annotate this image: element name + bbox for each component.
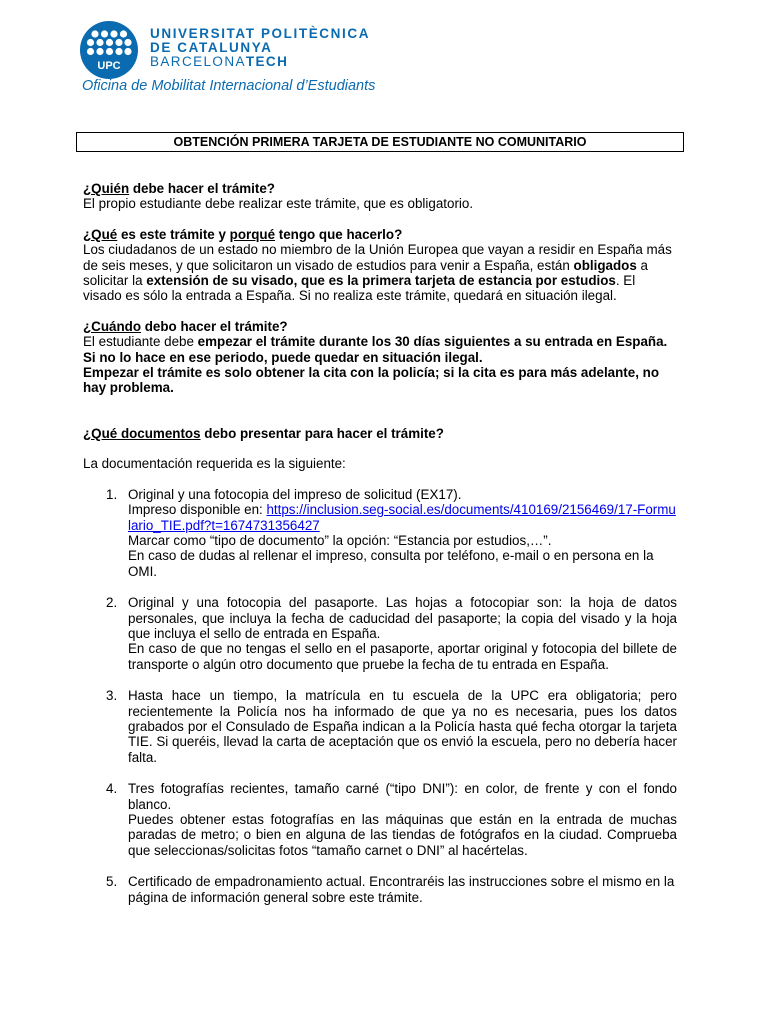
logo-text: UPC — [97, 60, 121, 72]
list-item: 5. Certificado de empadronamiento actual. Encontraréis las instrucciones sobre el mismo en la página de información general sobre este trámite. — [106, 874, 675, 905]
list-item: 1. Original y una fotocopia del impreso de solicitud (EX17). Impreso disponible en: https://inclusion.seg-social.es/documents/410169/2156469/17-Formulario_TIE.pdf?t=1674731356427 Marcar como “tipo de documento” la opción: “Estancia por estudios,…”. En caso de dudas al rellenar el impreso, consulta por teléfono, e-mail o en persona en la OMI. — [106, 486, 676, 579]
office-name: Oficina de Mobilitat Internacional d’Estudiants — [82, 78, 376, 94]
answer-when-note: Empezar el trámite es solo obtener la cita con la policía; si la cita es para más adelante, no hay problema. — [83, 365, 660, 396]
document-title: OBTENCIÓN PRIMERA TARJETA DE ESTUDIANTE NO COMUNITARIO — [76, 132, 684, 152]
list-item: 2. Original y una fotocopia del pasaporte. Las hojas a fotocopiar son: la hoja de datos personales, que incluya la fecha de caducidad del pasaporte; la copia del visado y la hoja que incluya el sello de entrada en España. En caso de que no tengas el sello en el pasaporte, aportar original y fotocopia del billete de transporte o algún otro documento que pruebe la fecha de tu entrada en España. — [106, 595, 677, 672]
question-docs: ¿Qué documentos debo presentar para hacer el trámite? — [83, 425, 444, 441]
list-item: 4. Tres fotografías recientes, tamaño carné (“tipo DNI”): en color, de frente y con el fondo blanco. Puedes obtener estas fotografías en las máquinas que están en la entrada de muchas paradas de metro; o bien en alguna de las tiendas de fotógrafos en la ciudad. Comprueba que seleccionas/solicitas fotos “tamaño carnet o DNI” al hacértelas. — [106, 781, 677, 858]
section-docs — [83, 426, 677, 905]
section-what — [83, 227, 677, 304]
docs-intro: La documentación requerida es la siguiente: — [83, 456, 346, 472]
section-who — [83, 181, 677, 212]
document-body — [83, 181, 677, 921]
answer-when: El estudiante debe empezar el trámite durante los 30 días siguientes a su entrada en España. — [83, 334, 668, 350]
answer-what: Los ciudadanos de un estado no miembro de la Unión Europea que vayan a residir en España más de seis meses, y que solicitaron un visado de estudios para venir a España, están obligados a solicitar la extensión de su visado, que es la primera tarjeta de estancia por estudios. El visado es sólo la entrada a España. Si no realiza este trámite, quedará en situación ilegal. — [83, 242, 672, 304]
question-who: ¿Quién debe hacer el trámite? — [83, 181, 275, 196]
university-line-2: DE CATALUNYA — [150, 40, 273, 55]
university-line-3: BARCELONATECH — [150, 54, 289, 69]
question-what: ¿Qué es este trámite y porqué tengo que hacerlo? — [83, 226, 403, 242]
university-line-1: UNIVERSITAT POLITÈCNICA — [150, 26, 371, 41]
upc-logo-icon — [80, 21, 138, 79]
answer-when-warning: Si no lo hace en ese periodo, puede quedar en situación ilegal. — [83, 349, 483, 365]
section-when — [83, 319, 677, 396]
answer-who: El propio estudiante debe realizar este trámite, que es obligatorio. — [83, 196, 474, 212]
list-item: 3. Hasta hace un tiempo, la matrícula en tu escuela de la UPC era obligatoria; pero recientemente la Policía nos ha informado de que ya no es necesaria, pues los datos grabados por el Consulado de España indican a la Policía hasta qué fecha otorgar la tarjeta TIE. Si queréis, llevad la carta de aceptación que os envió la escuela, pero no debería hacer falta. — [106, 688, 677, 765]
question-when: ¿Cuándo debo hacer el trámite? — [83, 318, 288, 334]
form-download-link[interactable]: https://inclusion.seg-social.es/documents/410169/2156469/17-Formulario_TIE.pdf?t=1674731356427 — [128, 502, 676, 533]
docs-list — [83, 487, 677, 905]
university-name — [150, 27, 370, 69]
